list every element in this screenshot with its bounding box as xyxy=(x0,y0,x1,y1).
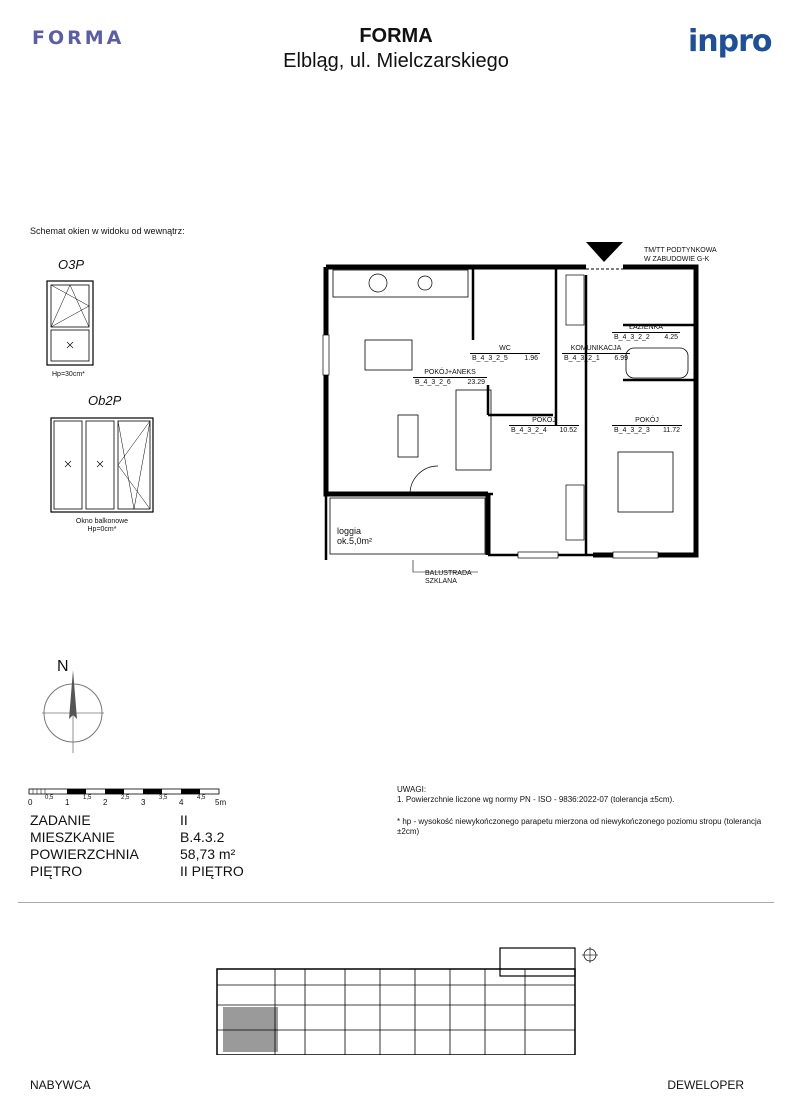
room-label-pokoj-2: POKÓJ B_4_3_2_3 11.72 xyxy=(614,417,680,434)
stove-icon xyxy=(369,274,387,292)
window-ob2p-note2: Hp=0cm* xyxy=(87,526,117,533)
balustrada-line2: SZKLANA xyxy=(425,578,457,585)
windows-heading: Schemat okien w widoku od wewnątrz: xyxy=(30,226,185,236)
loggia-label: loggia xyxy=(337,526,362,536)
room-label-komunikacja: KOMUNIKACJA B_4_3_2_1 6.99 xyxy=(564,345,628,362)
loggia-area: ok.5,0m² xyxy=(337,536,373,546)
balustrada-line1: BALUSTRADA xyxy=(425,570,472,577)
bathtub-icon xyxy=(626,348,688,378)
unit-info: ZADANIE II MIESZKANIE B.4.3.2 POWIERZCHNIA 58,73 m² PIĘTRO II PIĘTRO xyxy=(30,812,244,879)
tm-note-line1: TM/TT PODTYNKOWA xyxy=(644,247,717,254)
notes: UWAGI: 1. Powierzchnie liczone wg normy PN - ISO - 9836:2022-07 (tolerancja ±5cm). * hp - wysokość niewykończonego parapetu mierzona od niewykończonego poziomu stropu (tolerancja ±2cm) xyxy=(397,785,762,836)
room-label-wc: WC B_4_3_2_5 1.96 xyxy=(472,345,538,362)
window-ob2p-note1: Okno balkonowe xyxy=(75,518,129,525)
scale-labels: 0 0,5 1 1,5 2 2,5 3 3,5 4 4,5 5m xyxy=(28,795,227,807)
table-icon xyxy=(365,340,412,370)
bed-icon xyxy=(618,452,673,512)
entrance-marker-icon xyxy=(586,242,623,262)
page-subtitle: Elbląg, ul. Mielczarskiego xyxy=(283,50,509,72)
compass-icon xyxy=(40,665,106,755)
sofa-icon xyxy=(456,390,491,470)
building-key-plan xyxy=(215,945,610,1055)
window-ob2p-label: Ob2P xyxy=(88,393,122,408)
window-o3p-note: Hp=30cm* xyxy=(52,371,85,378)
compass-north-label: N xyxy=(57,658,69,675)
window-o3p-drawing xyxy=(46,280,94,366)
forma-logo: FORMA xyxy=(32,27,125,49)
window-o3p-label: O3P xyxy=(58,257,85,272)
floor-plan xyxy=(318,240,720,585)
page-title: FORMA xyxy=(359,25,433,47)
tm-note-line2: W ZABUDOWIE G-K xyxy=(644,256,710,263)
room-label-pokoj-1: POKÓJ B_4_3_2_4 10.52 xyxy=(511,417,577,434)
footer-buyer: NABYWCA xyxy=(30,1078,91,1092)
divider xyxy=(18,902,774,903)
window-ob2p-drawing xyxy=(50,417,154,513)
footer-developer: DEWELOPER xyxy=(667,1078,744,1092)
sink-icon xyxy=(418,276,432,290)
highlighted-unit xyxy=(223,1007,278,1052)
inpro-logo: inpro xyxy=(688,24,772,59)
room-label-pokoj-aneks: POKÓJ+ANEKS B_4_3_2_6 23.29 xyxy=(415,369,485,386)
room-label-lazienka: ŁAZIENKA B_4_3_2_2 4.25 xyxy=(614,324,678,341)
